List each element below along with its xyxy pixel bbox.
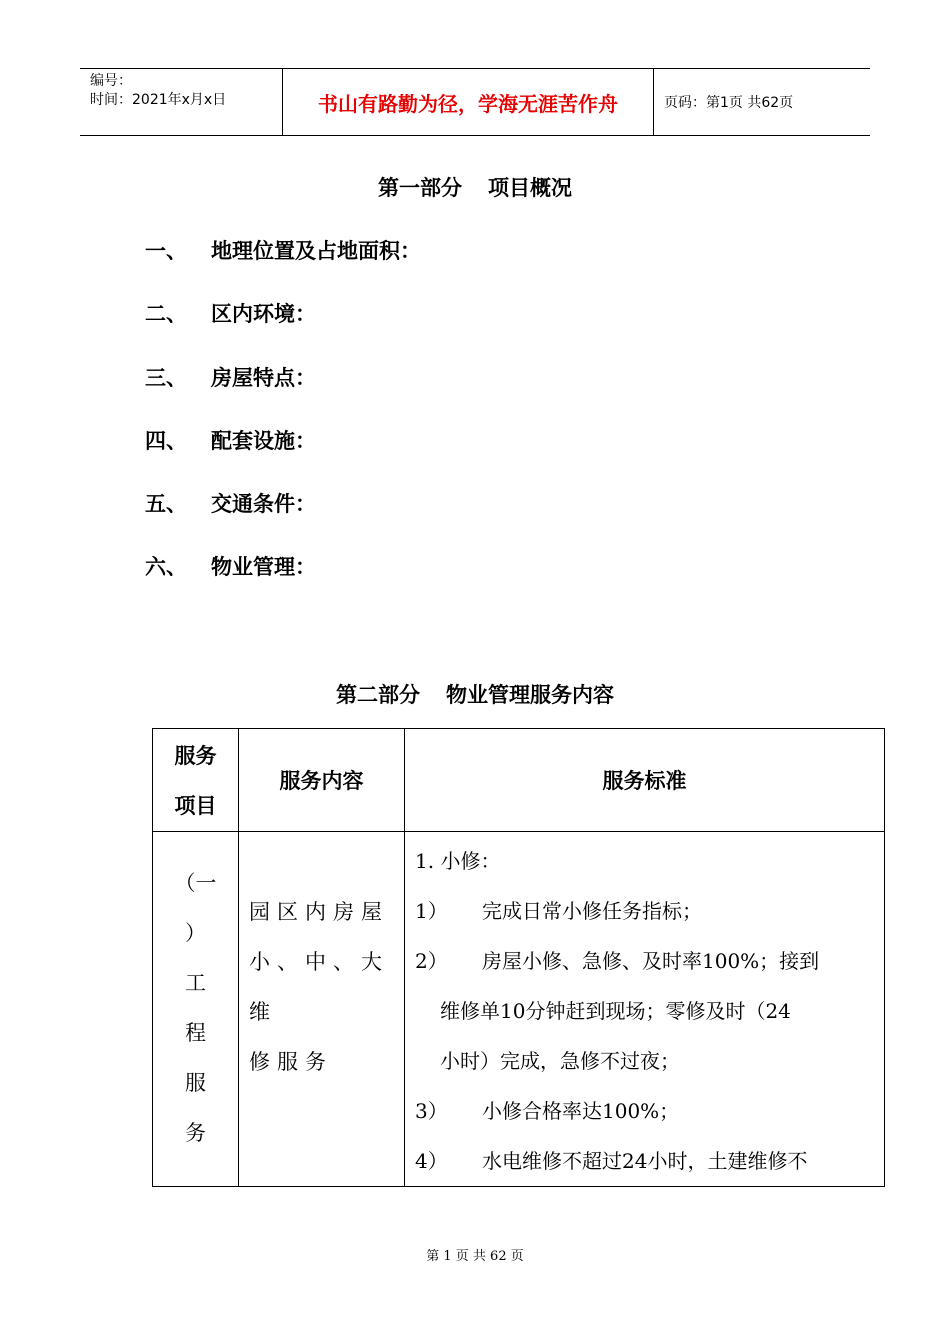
header-page-info: 页码：第1页 共62页 bbox=[664, 95, 794, 111]
item-char: 服 bbox=[185, 1071, 206, 1095]
header-service-item bbox=[153, 729, 239, 832]
section-number: 五、 bbox=[145, 492, 187, 516]
part2-title-number: 第二部分 bbox=[336, 683, 420, 707]
service-content-cell bbox=[239, 832, 405, 1187]
section-number: 四、 bbox=[145, 429, 187, 453]
header-table bbox=[80, 68, 870, 136]
standard-heading: 1. 小修： bbox=[415, 849, 501, 873]
part1-title bbox=[0, 172, 950, 202]
header-item-line: 项目 bbox=[174, 794, 217, 818]
section-label: 房屋特点： bbox=[211, 366, 316, 390]
item-char: 工 bbox=[185, 971, 206, 995]
standard-item bbox=[415, 1136, 876, 1186]
page-footer: 第 1 页 共 62 页 bbox=[426, 1249, 524, 1264]
part1-title-text: 项目概况 bbox=[488, 176, 572, 200]
section-number: 一、 bbox=[145, 239, 187, 263]
standard-item-text: 水电维修不超过24小时，土建维修不 bbox=[482, 1149, 808, 1173]
standard-item-text: 完成日常小修任务指标； bbox=[482, 899, 702, 923]
header-meta bbox=[80, 69, 282, 135]
content-line: 修服务 bbox=[249, 1050, 333, 1074]
header-motto: 书山有路勤为径，学海无涯苦作舟 bbox=[282, 69, 654, 135]
section-label: 地理位置及占地面积： bbox=[211, 239, 421, 263]
section-label: 交通条件： bbox=[211, 492, 316, 516]
standard-item-number: 3） bbox=[415, 1099, 448, 1123]
item-char: 程 bbox=[185, 1021, 206, 1045]
standard-item-text: 小时）完成，急修不过夜； bbox=[440, 1049, 680, 1073]
section-number: 二、 bbox=[145, 302, 187, 326]
standard-item bbox=[415, 1036, 876, 1086]
section-label: 区内环境： bbox=[211, 302, 316, 326]
standard-item-number: 1） bbox=[415, 899, 448, 923]
service-item-cell bbox=[153, 832, 239, 1187]
section-label: 配套设施： bbox=[211, 429, 316, 453]
section-heading bbox=[145, 362, 316, 392]
standard-item-number: 4） bbox=[415, 1149, 448, 1173]
item-char: （一 bbox=[174, 871, 217, 895]
section-label: 物业管理： bbox=[211, 555, 316, 579]
part2-title bbox=[0, 679, 950, 709]
content-line: 小、中、大维 bbox=[249, 950, 389, 1024]
part1-title-number: 第一部分 bbox=[378, 176, 462, 200]
standard-item-text: 维修单10分钟赶到现场；零修及时（24 bbox=[440, 999, 791, 1023]
content-line: 园区内房屋 bbox=[249, 900, 389, 924]
section-number: 三、 bbox=[145, 366, 187, 390]
item-char: 务 bbox=[185, 1121, 206, 1145]
standard-item-number: 2） bbox=[415, 949, 448, 973]
document-time: 时间：2021年x月x日 bbox=[90, 92, 227, 108]
standard-item bbox=[415, 886, 876, 936]
section-heading bbox=[145, 488, 316, 518]
header-item-line: 服务 bbox=[174, 744, 217, 768]
table-header-row bbox=[153, 729, 885, 832]
section-heading bbox=[145, 551, 316, 581]
section-heading bbox=[145, 298, 316, 328]
header-service-content: 服务内容 bbox=[239, 729, 405, 832]
standard-item-text: 房屋小修、急修、及时率100%；接到 bbox=[482, 949, 820, 973]
standard-item-text: 小修合格率达100%； bbox=[482, 1099, 680, 1123]
standard-item bbox=[415, 1086, 876, 1136]
table-row bbox=[153, 832, 885, 1187]
standard-item bbox=[415, 936, 876, 986]
section-heading bbox=[145, 235, 421, 265]
section-heading bbox=[145, 425, 316, 455]
service-table bbox=[152, 728, 885, 1187]
service-standard-cell bbox=[405, 832, 885, 1187]
section-number: 六、 bbox=[145, 555, 187, 579]
header-service-standard: 服务标准 bbox=[405, 729, 885, 832]
document-number-label: 编号： bbox=[90, 73, 132, 89]
item-char: ） bbox=[185, 921, 206, 945]
part2-title-text: 物业管理服务内容 bbox=[446, 683, 614, 707]
standard-item bbox=[415, 986, 876, 1036]
